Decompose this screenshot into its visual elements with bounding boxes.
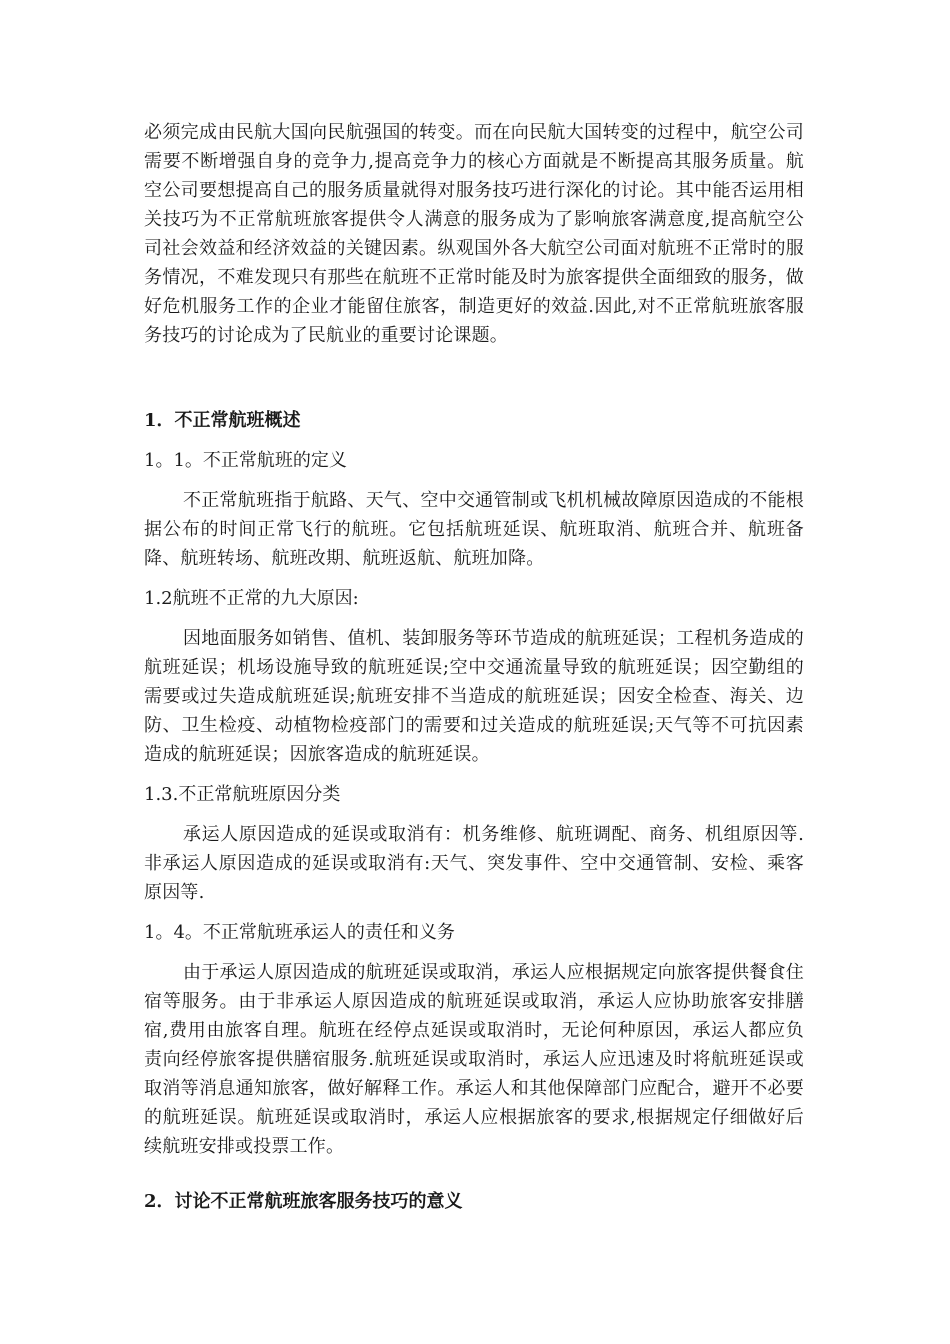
- subsection-1-3-body: 承运人原因造成的延误或取消有：机务维修、航班调配、商务、机组原因等.非承运人原因造成的延误或取消有:天气、突发事件、空中交通管制、安检、乘客原因等.: [144, 824, 804, 903]
- subsection-1-3-heading: 1.3.不正常航班原因分类: [144, 784, 341, 805]
- intro-paragraph: 必须完成由民航大国向民航强国的转变。而在向民航大国转变的过程中，航空公司需要不断增强自身的竞争力,提高竞争力的核心方面就是不断提高其服务质量。航空公司要想提高自己的服务质量就得对服务技巧进行深化的讨论。其中能否运用相关技巧为不正常航班旅客提供令人满意的服务成为了影响旅客满意度,提高航空公司社会效益和经济效益的关键因素。纵观国外各大航空公司面对航班不正常时的服务情况，不难发现只有那些在航班不正常时能及时为旅客提供全面细致的服务，做好危机服务工作的企业才能留住旅客，制造更好的效益.因此,对不正常航班旅客服务技巧的讨论成为了民航业的重要讨论课题。: [144, 122, 804, 346]
- subsection-1-4-heading: 1。4。不正常航班承运人的责任和义务: [144, 922, 455, 943]
- document-body: [144, 118, 804, 1227]
- section-2-heading: 2．讨论不正常航班旅客服务技巧的意义: [144, 1191, 463, 1212]
- subsection-1-1-body: 不正常航班指于航路、天气、空中交通管制或飞机机械故障原因造成的不能根据公布的时间正常飞行的航班。它包括航班延误、航班取消、航班合并、航班备降、航班转场、航班改期、航班返航、航班加降。: [144, 490, 804, 569]
- subsection-1-4-body: 由于承运人原因造成的航班延误或取消，承运人应根据规定向旅客提供餐食住宿等服务。由于非承运人原因造成的航班延误或取消，承运人应协助旅客安排膳宿,费用由旅客自理。航班在经停点延误或取消时，无论何种原因，承运人都应负责向经停旅客提供膳宿服务.航班延误或取消时，承运人应迅速及时将航班延误或取消等消息通知旅客，做好解释工作。承运人和其他保障部门应配合，避开不必要的航班延误。航班延误或取消时，承运人应根据旅客的要求,根据规定仔细做好后续航班安排或投票工作。: [144, 962, 804, 1157]
- subsection-1-1-heading: 1。1。不正常航班的定义: [144, 450, 347, 471]
- section-1-heading: 1．不正常航班概述: [144, 410, 301, 431]
- subsection-1-2-heading: 1.2航班不正常的九大原因:: [144, 588, 359, 609]
- subsection-1-2-body: 因地面服务如销售、值机、装卸服务等环节造成的航班延误；工程机务造成的航班延误；机场设施导致的航班延误;空中交通流量导致的航班延误；因空勤组的需要或过失造成航班延误;航班安排不当造成的航班延误；因安全检查、海关、边防、卫生检疫、动植物检疫部门的需要和过关造成的航班延误;天气等不可抗因素造成的航班延误；因旅客造成的航班延误。: [144, 628, 804, 765]
